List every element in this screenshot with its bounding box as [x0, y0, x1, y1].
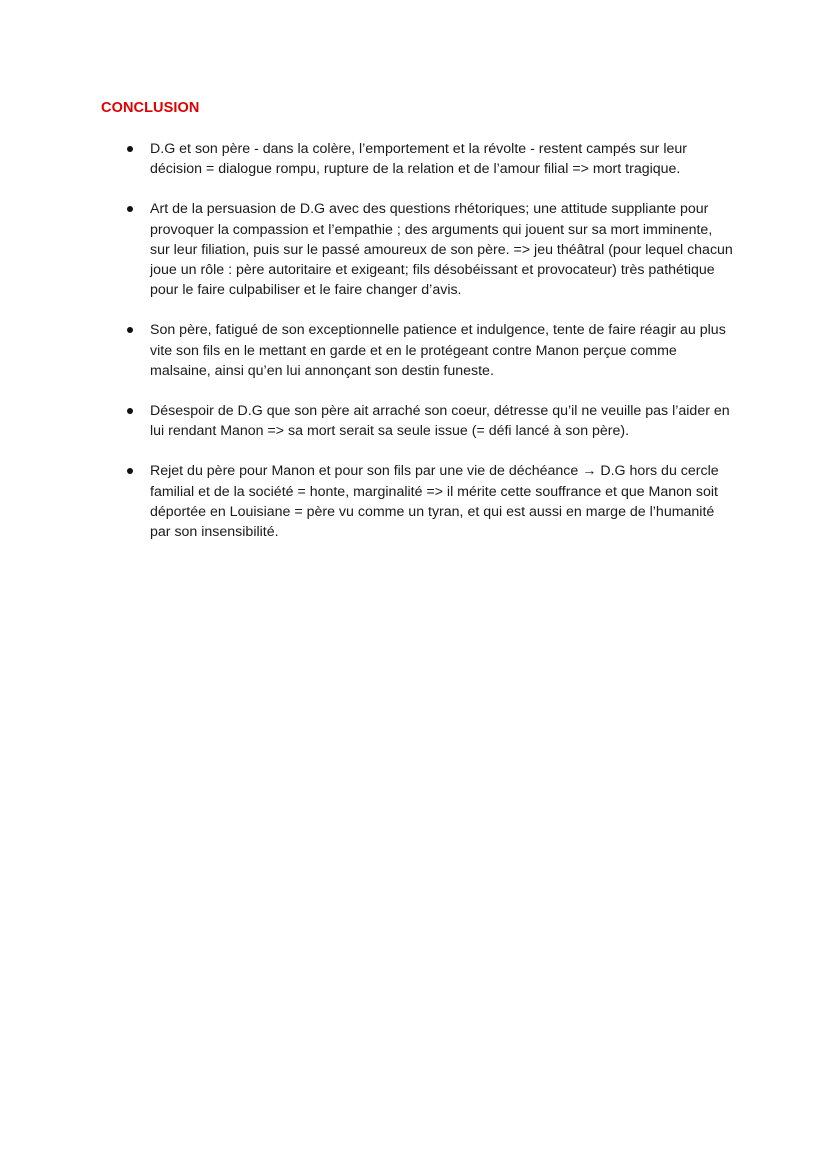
bullet-item	[0, 199, 828, 300]
bullet-item	[0, 401, 828, 441]
bullet-text: D.G et son père - dans la colère, l’emportement et la révolte - restent campés sur leur décision = dialogue rompu, rupture de la relation et de l’amour filial => mort tragique.	[150, 141, 687, 178]
bullet-item	[0, 461, 828, 542]
bullet-dot-icon	[127, 468, 133, 474]
bullet-text: Rejet du père pour Manon et pour son fils par une vie de déchéance → D.G hors du cercle familial et de la société = honte, marginalité => il mérite cette souffrance et que Manon soit déportée en Louisiane = père vu comme un tyran, et qui est aussi en marge de l’humanité par son insensibilité.	[150, 463, 719, 541]
bullet-dot-icon	[127, 206, 133, 212]
bullet-dot-icon	[127, 408, 133, 414]
bullet-text: Désespoir de D.G que son père ait arraché son coeur, détresse qu’il ne veuille pas l’aider en lui rendant Manon => sa mort serait sa seule issue (= défi lancé à son père).	[150, 403, 730, 440]
bullet-text: Art de la persuasion de D.G avec des questions rhétoriques; une attitude suppliante pour provoquer la compassion et l’empathie ; des arguments qui jouent sur sa mort imminente, sur leur filiation, puis sur le passé amoureux de son père. => jeu théâtral (pour lequel chacun joue un rôle : père autoritaire et exigeant; fils désobéissant et provocateur) très pathétique pour le faire culpabiliser et le faire changer d’avis.	[150, 201, 733, 299]
bullet-dot-icon	[127, 327, 133, 333]
bullet-dot-icon	[127, 146, 133, 152]
bullet-item	[0, 320, 828, 381]
bullet-text: Son père, fatigué de son exceptionnelle patience et indulgence, tente de faire réagir au plus vite son fils en le mettant en garde et en le protégeant contre Manon perçue comme malsaine, ainsi qu’en lui annonçant son destin funeste.	[150, 322, 726, 379]
section-heading: CONCLUSION	[101, 100, 200, 116]
bullet-item	[0, 139, 828, 179]
bullet-list	[0, 139, 828, 562]
